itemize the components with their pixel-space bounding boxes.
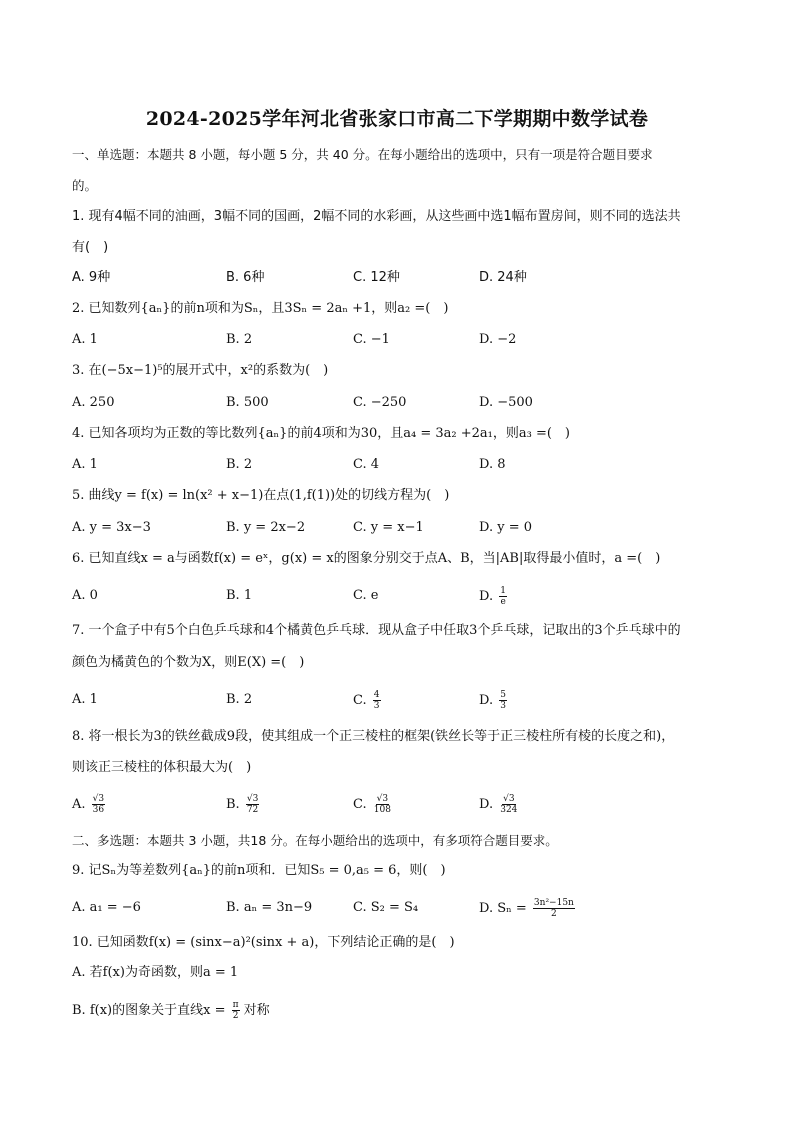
numerator: √3 (92, 794, 105, 804)
option-b: B. 2 (226, 332, 253, 347)
denominator: 36 (92, 805, 105, 815)
question-3-options (72, 393, 724, 413)
question-4-options (72, 455, 724, 475)
denominator: 2 (551, 909, 557, 919)
section-two-heading: 二、多选题：本题共 3 小题，共18 分。在每小题给出的选项中，有多项符合题目要求。 (72, 833, 558, 848)
option-a: A. 250 (72, 395, 115, 410)
fraction (373, 690, 381, 711)
question-1-options (72, 268, 724, 288)
section-one-heading-cont: 的。 (72, 178, 98, 193)
denominator: 3 (373, 701, 380, 711)
option-a: A. 1 (72, 457, 98, 472)
option-a: A. 1 (72, 332, 98, 347)
question-1-stem-cont: 有( ) (72, 240, 109, 255)
fraction (499, 794, 518, 815)
question-5-options (72, 518, 724, 538)
option-prefix: C. (353, 693, 367, 708)
question-8-options (72, 794, 724, 814)
fraction (373, 794, 392, 815)
section-one-heading: 一、单选题：本题共 8 小题，每小题 5 分，共 40 分。在每小题给出的选项中，只有一项是符合题目要求 (72, 147, 653, 162)
option-c: C. −250 (353, 395, 407, 410)
option-prefix: B. (226, 797, 240, 812)
numerator: 5 (500, 690, 506, 700)
option-c: C. −1 (353, 332, 390, 347)
option-suffix: 对称 (243, 1003, 270, 1018)
option-b: B. 2 (226, 457, 253, 472)
question-1-stem: 1. 现有4幅不同的油画，3幅不同的国画，2幅不同的水彩画，从这些画中选1幅布置房间，则不同的选法共 (72, 209, 681, 224)
option-prefix: A. (72, 797, 86, 812)
option-d (479, 794, 518, 815)
option-d: D. 8 (479, 457, 506, 472)
option-b (226, 794, 259, 815)
option-prefix: D. (479, 589, 494, 604)
fraction (533, 898, 575, 919)
option-prefix: D. (479, 693, 494, 708)
question-2-options (72, 330, 724, 350)
page-title: 2024-2025学年河北省张家口市高二下学期期中数学试卷 (145, 108, 649, 130)
numerator: π (232, 1000, 239, 1010)
option-prefix: C. (353, 797, 367, 812)
question-2-stem: 2. 已知数列{aₙ}的前n项和为Sₙ，且3Sₙ = 2aₙ +1，则a₂ =( ) (72, 301, 449, 316)
option-b: B. 6种 (226, 270, 265, 285)
question-7-options (72, 690, 724, 710)
option-b: B. aₙ = 3n−9 (226, 900, 313, 915)
option-b: B. 1 (226, 588, 253, 603)
question-10-stem: 10. 已知函数f(x) = (sinx−a)²(sinx + a)，下列结论正确的是( ) (72, 935, 455, 950)
numerator: 4 (373, 690, 380, 700)
option-c: C. S₂ = S₄ (353, 900, 419, 915)
option-c (353, 690, 381, 711)
fraction (92, 794, 105, 815)
option-a: A. 9种 (72, 270, 111, 285)
question-3-stem: 3. 在(−5x−1)⁵的展开式中，x²的系数为( ) (72, 363, 329, 378)
numerator: 1 (500, 586, 506, 596)
option-prefix: B. f(x)的图象关于直线x = (72, 1003, 226, 1018)
option-a: A. 0 (72, 588, 98, 603)
option-c: C. 12种 (353, 270, 400, 285)
option-d: D. 24种 (479, 270, 527, 285)
question-9-options (72, 898, 724, 918)
question-6-stem: 6. 已知直线x = a与函数f(x) = eˣ，g(x) = x的图象分别交于点A、B，当|AB|取得最小值时，a =( ) (72, 551, 661, 566)
option-d (479, 586, 507, 607)
option-d: D. −500 (479, 395, 533, 410)
question-8-stem: 8. 将一根长为3的铁丝截成9段，使其组成一个正三棱柱的框架(铁丝长等于正三棱柱所有棱的长度之和)， (72, 729, 675, 744)
fraction (232, 1000, 240, 1021)
fraction (246, 794, 259, 815)
option-d (479, 898, 575, 919)
denominator: 324 (500, 805, 518, 815)
option-prefix: D. (479, 797, 494, 812)
option-b: B. 2 (226, 692, 253, 707)
denominator: 108 (373, 805, 391, 815)
option-d: D. y = 0 (479, 520, 532, 535)
question-8-stem-cont: 则该正三棱柱的体积最大为( ) (72, 760, 252, 775)
option-c (353, 794, 392, 815)
numerator: √3 (246, 794, 259, 804)
question-10-option-a: A. 若f(x)为奇函数，则a = 1 (72, 965, 239, 980)
question-6-options (72, 586, 724, 606)
option-c: C. e (353, 588, 379, 603)
question-7-stem-cont: 颜色为橘黄色的个数为X，则E(X) =( ) (72, 655, 305, 670)
question-5-stem: 5. 曲线y = f(x) = ln(x² + x−1)在点(1,f(1))处的切线方程为( ) (72, 488, 450, 503)
option-prefix: D. Sₙ = (479, 901, 527, 916)
denominator: 2 (232, 1011, 239, 1021)
denominator: e (500, 597, 506, 607)
numerator: 3n²−15n (533, 898, 574, 908)
question-7-stem: 7. 一个盒子中有5个白色乒乓球和4个橘黄色乒乓球．现从盒子中任取3个乒乓球，记取出的3个乒乓球中的 (72, 623, 681, 638)
option-a: A. a₁ = −6 (72, 900, 141, 915)
numerator: √3 (503, 794, 515, 804)
fraction (499, 690, 507, 711)
option-c: C. y = x−1 (353, 520, 424, 535)
denominator: 72 (246, 805, 259, 815)
fraction (499, 586, 507, 607)
numerator: √3 (376, 794, 389, 804)
denominator: 3 (500, 701, 506, 711)
option-b: B. y = 2x−2 (226, 520, 306, 535)
option-a: A. 1 (72, 692, 98, 707)
option-d (479, 690, 507, 711)
option-c: C. 4 (353, 457, 380, 472)
question-10-option-b (72, 1000, 724, 1021)
question-9-stem: 9. 记Sₙ为等差数列{aₙ}的前n项和．已知S₅ = 0,a₅ = 6，则( ) (72, 863, 446, 878)
option-a (72, 794, 105, 815)
option-a: A. y = 3x−3 (72, 520, 151, 535)
option-b: B. 500 (226, 395, 269, 410)
option-d: D. −2 (479, 332, 517, 347)
question-4-stem: 4. 已知各项均为正数的等比数列{aₙ}的前4项和为30，且a₄ = 3a₂ +2a₁，则a₃ =( ) (72, 426, 571, 441)
